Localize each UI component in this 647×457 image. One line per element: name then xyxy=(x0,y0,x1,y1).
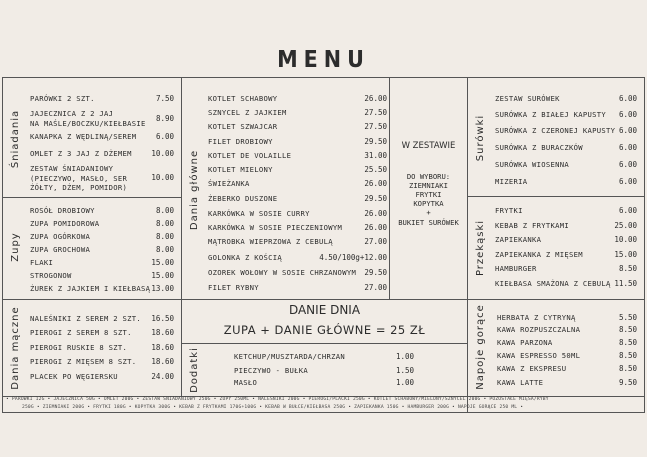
divider xyxy=(181,343,468,344)
item-price: 26.00 xyxy=(364,179,387,188)
zestawie-line: + xyxy=(426,208,431,217)
item-price: 27.50 xyxy=(364,122,387,131)
item-price: 26.00 xyxy=(364,223,387,232)
list-item: KAWA ROZPUSZCZALNA xyxy=(497,325,581,334)
item-price: 8.50 xyxy=(618,325,637,334)
item-price: 8.50 xyxy=(618,264,637,273)
item-price: 10.00 xyxy=(614,235,637,244)
item-price: 18.60 xyxy=(151,343,174,352)
list-item: PIEROGI RUSKIE 8 SZT. xyxy=(30,343,128,352)
danie-dnia-offer: ZUPA + DANIE GŁÓWNE = 25 ZŁ xyxy=(223,323,426,337)
list-item: KAWA LATTE xyxy=(497,378,544,387)
list-item: ZESTAW ŚNIADANIOWY (PIECZYWO, MASŁO, SER ŻÓŁTY, DŻEM, POMIDOR) xyxy=(30,164,128,192)
item-price: 8.90 xyxy=(155,114,174,123)
list-item: KARKÓWKA W SOSIE CURRY xyxy=(208,209,310,218)
list-item: FILET RYBNY xyxy=(208,283,259,292)
item-price: 27.00 xyxy=(364,237,387,246)
list-item: PLACEK PO WĘGIERSKU xyxy=(30,372,118,381)
divider xyxy=(467,299,645,300)
portion-info-line-2: 250G • ZIEMNIAKI 200G • FRYTKI 180G • KOPYTKA 300G • KEBAB Z FRYTKAMI 170G+100G • KEBAB W BUŁCE/KIEŁBASA 250G • ZAPIEKANKA 150G • HAMBURGER 200G • NAPOJE GORĄCE 250 ML • xyxy=(22,405,524,410)
list-item: OMLET Z 3 JAJ Z DŻEMEM xyxy=(30,149,132,158)
item-price: 1.00 xyxy=(395,378,414,387)
list-item: FILET DROBIOWY xyxy=(208,137,273,146)
list-item: ZESTAW SURÓWEK xyxy=(495,94,560,103)
item-price: 26.00 xyxy=(364,94,387,103)
item-price: 10.00 xyxy=(151,173,174,182)
item-price: 10.00 xyxy=(151,149,174,158)
item-price: 18.60 xyxy=(151,357,174,366)
list-item: HAMBURGER xyxy=(495,264,537,273)
list-item: HERBATA Z CYTRYNĄ xyxy=(497,313,576,322)
list-item: KARKÓWKA W SOSIE PIECZENIOWYM xyxy=(208,223,343,232)
item-price: 25.00 xyxy=(614,221,637,230)
list-item: MIZERIA xyxy=(495,177,528,186)
portion-info-line-1: • PARÓWKI 12G • JAJECZNICA 50G • OMLET 200G • ZESTAW ŚNIADANIOWY 250G • ZUPY 250ML • NALEŚNIKI 200G • PIEROGI/PLACKI 250G • KOTLET SCHABOWY/MIELONY/SZNYCEL 200G • POZOSTAŁE MIĘSA/RYBY xyxy=(6,397,549,402)
list-item: SURÓWKA Z BURACZKÓW xyxy=(495,143,583,152)
list-item: OZOREK WOŁOWY W SOSIE CHRZANOWYM xyxy=(208,268,357,277)
list-item: ZAPIEKANKA xyxy=(495,235,542,244)
item-price: 15.00 xyxy=(151,271,174,280)
list-item: KOTLET MIELONY xyxy=(208,165,273,174)
list-item: KOTLET DE VOLAILLE xyxy=(208,151,292,160)
list-item: SURÓWKA Z BIAŁEJ KAPUSTY xyxy=(495,110,607,119)
item-price: 31.00 xyxy=(364,151,387,160)
item-price: 29.50 xyxy=(364,194,387,203)
item-price: 6.00 xyxy=(618,206,637,215)
section-label-dania-maczne: Dania mączne xyxy=(10,306,21,390)
list-item: KOTLET SZWAJCAR xyxy=(208,122,278,131)
item-price: 29.50 xyxy=(364,137,387,146)
list-item: KANAPKA Z WĘDLINĄ/SEREM xyxy=(30,132,137,141)
divider xyxy=(2,197,182,198)
list-item: SURÓWKA WIOSENNA xyxy=(495,160,570,169)
list-item: KETCHUP/MUSZTARDA/CHRZAN xyxy=(234,352,346,361)
divider xyxy=(467,77,468,413)
list-item: ZAPIEKANKA Z MIĘSEM xyxy=(495,250,583,259)
item-price: 9.50 xyxy=(618,378,637,387)
item-price: 8.50 xyxy=(618,351,637,360)
list-item: ZUPA OGÓRKOWA xyxy=(30,232,91,241)
item-price: 8.50 xyxy=(618,364,637,373)
list-item: NALEŚNIKI Z SEREM 2 SZT. xyxy=(30,314,142,323)
zestawie-heading: W ZESTAWIE xyxy=(401,141,456,151)
list-item: STROGONOW xyxy=(30,271,72,280)
item-price: 24.00 xyxy=(151,372,174,381)
danie-dnia-heading: DANIE DNIA xyxy=(288,303,361,317)
list-item: PIEROGI Z MIĘSEM 8 SZT. xyxy=(30,357,137,366)
list-item: KAWA ESPRESSO 50ML xyxy=(497,351,581,360)
list-item: KAWA PARZONA xyxy=(497,338,553,347)
divider xyxy=(2,299,468,300)
item-price: 15.00 xyxy=(614,250,637,259)
zestawie-line: BUKIET SURÓWEK xyxy=(398,218,459,227)
list-item: FRYTKI xyxy=(495,206,523,215)
list-item: PARÓWKI 2 SZT. xyxy=(30,94,95,103)
list-item: KEBAB Z FRYTKAMI xyxy=(495,221,570,230)
zestawie-line: DO WYBORU: xyxy=(406,172,451,181)
section-label-napoje: Napoje gorące xyxy=(475,304,486,390)
item-price: 8.00 xyxy=(155,232,174,241)
page-title: MENU xyxy=(277,47,370,73)
item-price: 5.50 xyxy=(618,313,637,322)
item-price: 15.00 xyxy=(151,258,174,267)
list-item: ŚWIEŻANKA xyxy=(208,179,250,188)
list-item: ZUPA GROCHOWA xyxy=(30,245,91,254)
item-price: 4.50/100g+12.00 xyxy=(319,253,387,262)
item-price: 8.00 xyxy=(155,245,174,254)
list-item: ŻUREK Z JAJKIEM I KIEŁBASĄ xyxy=(30,284,151,293)
section-label-przekaski: Przekąski xyxy=(475,219,486,277)
section-label-surowki: Surówki xyxy=(475,114,486,162)
item-price: 11.50 xyxy=(614,279,637,288)
item-price: 6.00 xyxy=(618,126,637,135)
list-item: KIEŁBASA SMAŻONA Z CEBULĄ xyxy=(495,279,611,288)
section-label-zupy: Zupy xyxy=(10,232,21,262)
section-label-dania-glowne: Dania główne xyxy=(189,149,200,231)
item-price: 8.50 xyxy=(618,338,637,347)
item-price: 6.00 xyxy=(618,160,637,169)
list-item: SURÓWKA Z CZERONEJ KAPUSTY xyxy=(495,126,616,135)
list-item: ŻEBERKO DUSZONE xyxy=(208,194,278,203)
item-price: 1.00 xyxy=(395,352,414,361)
item-price: 6.00 xyxy=(618,177,637,186)
list-item: SZNYCEL Z JAJKIEM xyxy=(208,108,287,117)
item-price: 8.00 xyxy=(155,206,174,215)
divider xyxy=(467,196,645,197)
item-price: 27.50 xyxy=(364,108,387,117)
zestawie-line: FRYTKI xyxy=(415,190,442,199)
list-item: ROSÓŁ DROBIOWY xyxy=(30,206,95,215)
list-item: FLAKI xyxy=(30,258,54,267)
item-price: 27.00 xyxy=(364,283,387,292)
list-item: ZUPA POMIDOROWA xyxy=(30,219,100,228)
item-price: 26.00 xyxy=(364,209,387,218)
item-price: 6.00 xyxy=(618,94,637,103)
item-price: 18.60 xyxy=(151,328,174,337)
item-price: 13.00 xyxy=(151,284,174,293)
item-price: 6.00 xyxy=(155,132,174,141)
section-label-dodatki: Dodatki xyxy=(189,347,200,393)
divider xyxy=(181,77,182,299)
zestawie-line: KOPYTKA xyxy=(413,199,444,208)
list-item: KOTLET SCHABOWY xyxy=(208,94,278,103)
item-price: 7.50 xyxy=(155,94,174,103)
list-item: GOLONKA Z KOŚCIĄ xyxy=(208,253,283,262)
list-item: PIEROGI Z SEREM 8 SZT. xyxy=(30,328,132,337)
item-price: 1.50 xyxy=(395,366,414,375)
zestawie-line: ZIEMNIAKI xyxy=(409,181,448,190)
item-price: 6.00 xyxy=(618,110,637,119)
list-item: JAJECZNICA Z 2 JAJ NA MAŚLE/BOCZKU/KIEŁBASIE xyxy=(30,109,146,128)
section-label-sniadania: Śniadania xyxy=(10,109,21,169)
item-price: 16.50 xyxy=(151,314,174,323)
list-item: MĄTROBKA WIEPRZOWA Z CEBULĄ xyxy=(208,237,333,246)
item-price: 25.50 xyxy=(364,165,387,174)
item-price: 8.00 xyxy=(155,219,174,228)
item-price: 6.00 xyxy=(618,143,637,152)
list-item: MASŁO xyxy=(234,378,258,387)
item-price: 29.50 xyxy=(364,268,387,277)
list-item: PIECZYWO - BUŁKA xyxy=(234,366,309,375)
list-item: KAWA Z EKSPRESU xyxy=(497,364,567,373)
